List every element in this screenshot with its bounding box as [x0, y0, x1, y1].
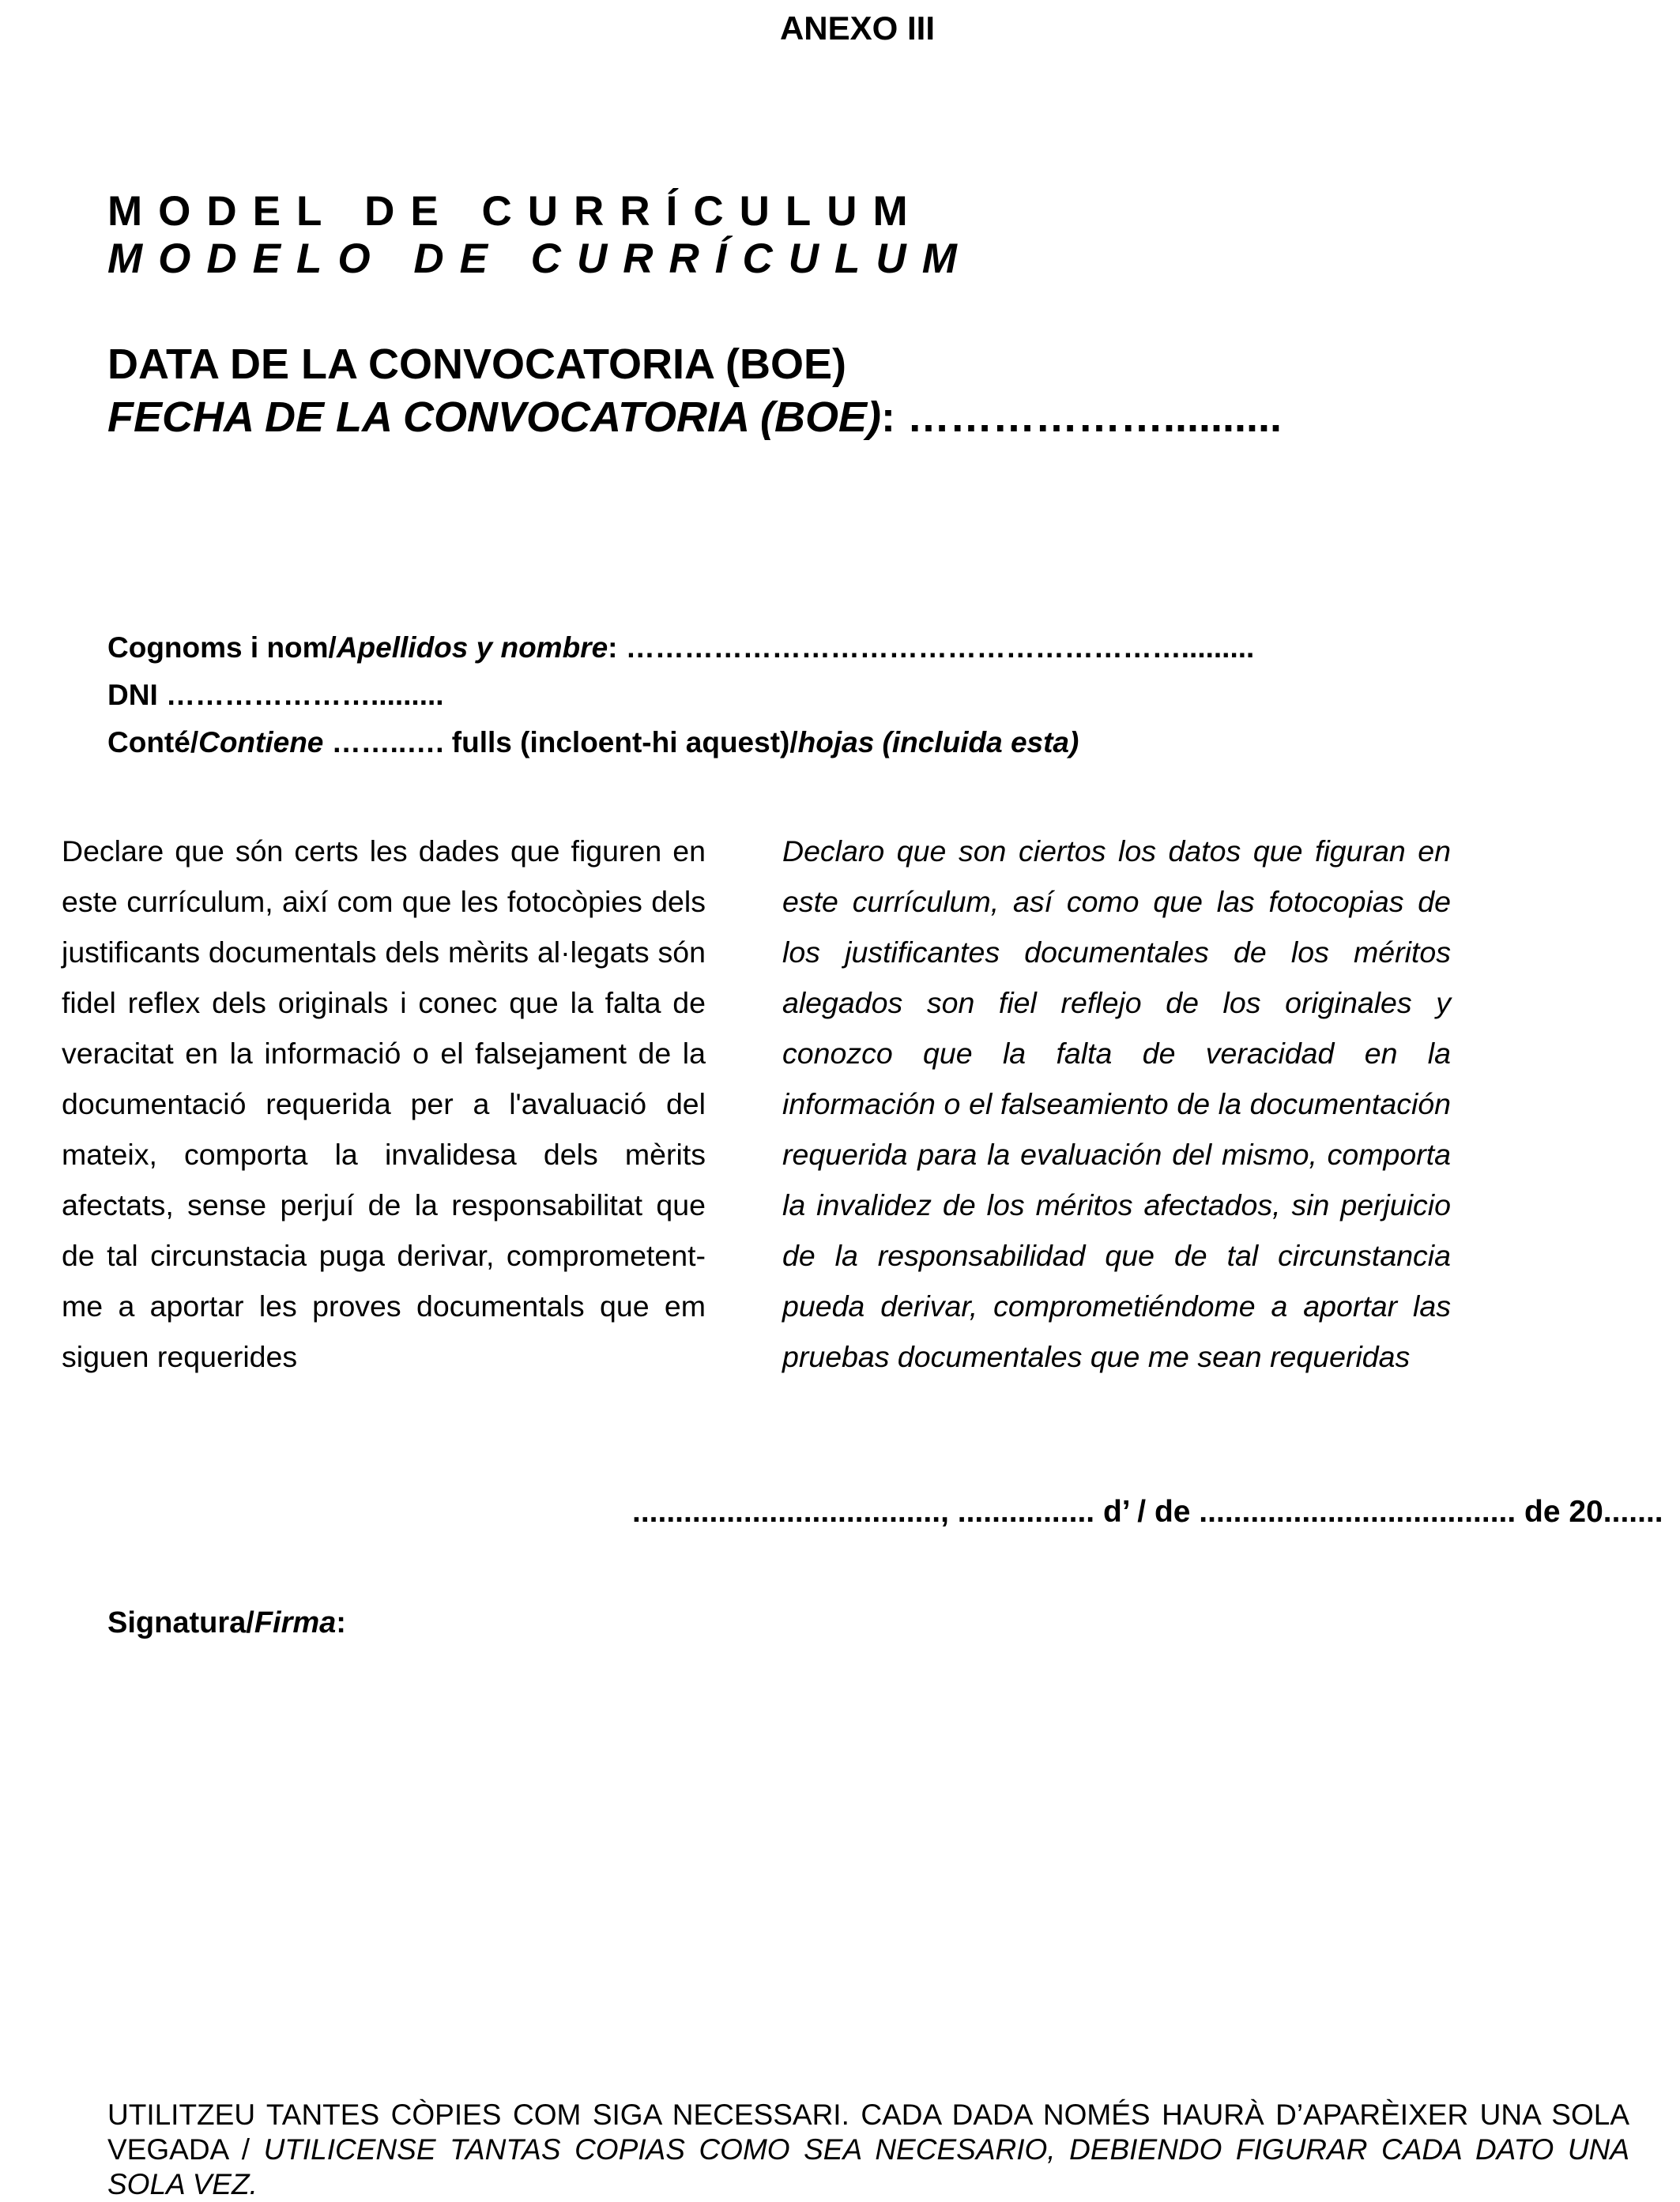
- convocatoria-label-ca: DATA DE LA CONVOCATORIA (BOE): [107, 341, 846, 388]
- name-label-ca: Cognoms i nom/: [107, 631, 337, 664]
- pages-line: [107, 719, 1254, 766]
- declaration-es: Declaro que son ciertos los datos que figuran en este currículum, así como que las fotocopias de los justificantes documentales de los méritos alegados son fiel reflejo de los originales y conozco que la falta de veracidad en la información o el falseamiento de la documentación requerida para la evaluación del mismo, comporta la invalidez de los méritos afectados, sin perjuicio de la responsabilidad que de tal circunstancia pueda derivar, comprometiéndome a aportar las pruebas documentales que me sean requeridas: [782, 834, 1451, 1373]
- model-title-ca: MODEL DE CURRÍCULUM: [107, 188, 924, 235]
- convocatoria-block: [107, 338, 1282, 444]
- footer-note-ca: UTILITZEU TANTES CÒPIES COM SIGA NECESSARI. CADA DADA NOMÉS HAURÀ D’APARÈIXER UNA SOLA VEGADA /: [107, 2098, 1629, 2166]
- pages-count-field[interactable]: ……..…. fulls (incloent-hi aquest)/: [323, 726, 798, 758]
- contains-label-ca: Conté/: [107, 726, 199, 758]
- convocatoria-date-field[interactable]: : ………………..........: [881, 393, 1283, 441]
- dni-line: [107, 672, 1254, 719]
- convocatoria-line-es: [107, 391, 1282, 444]
- signature-colon: :: [336, 1606, 346, 1639]
- dni-field[interactable]: ………………….........: [157, 679, 444, 711]
- signature-label-ca: Signatura/: [107, 1606, 254, 1639]
- signature-line: [107, 1606, 346, 1640]
- dni-label: DNI: [107, 679, 158, 711]
- footer-note-es: UTILICENSE TANTAS COPIAS COMO SEA NECESARIO, DEBIENDO FIGURAR CADA DATO UNA SOLA VEZ.: [107, 2133, 1629, 2200]
- contains-label-es: Contiene: [198, 726, 324, 758]
- model-title-es: MODELO DE CURRÍCULUM: [107, 235, 973, 282]
- signature-label-es: Firma: [254, 1606, 337, 1639]
- declaration-ca: Declare que són certs les dades que figuren en este currículum, així com que les fotocòpies dels justificants documentals dels mèrits al·legats són fidel reflex dels originals i conec que la falta de veracitat en la informació o el falsejament de la documentació requerida per a l'avaluació del mateix, comporta la invalidesa dels mèrits afectats, sense perjuí de la responsabilitat que de tal circunstacia puga derivar, comprometent-me a aportar les proves documentals que em siguen requerides: [62, 834, 706, 1373]
- place-date-field[interactable]: ...................................., ................ d’ / de ..................................... de 20.......: [632, 1495, 1663, 1529]
- convocatoria-label-es: FECHA DE LA CONVOCATORIA (BOE): [107, 393, 881, 441]
- model-title-block: [107, 188, 973, 283]
- pages-tail-es: hojas (incluida esta): [797, 726, 1079, 758]
- name-field[interactable]: : ………………………………………………….........: [608, 631, 1255, 664]
- footer-note: [107, 2098, 1629, 2202]
- annex-title: ANEXO III: [779, 9, 936, 47]
- name-line: [107, 624, 1254, 672]
- name-label-es: Apellidos y nombre: [336, 631, 608, 664]
- identity-block: [107, 624, 1254, 766]
